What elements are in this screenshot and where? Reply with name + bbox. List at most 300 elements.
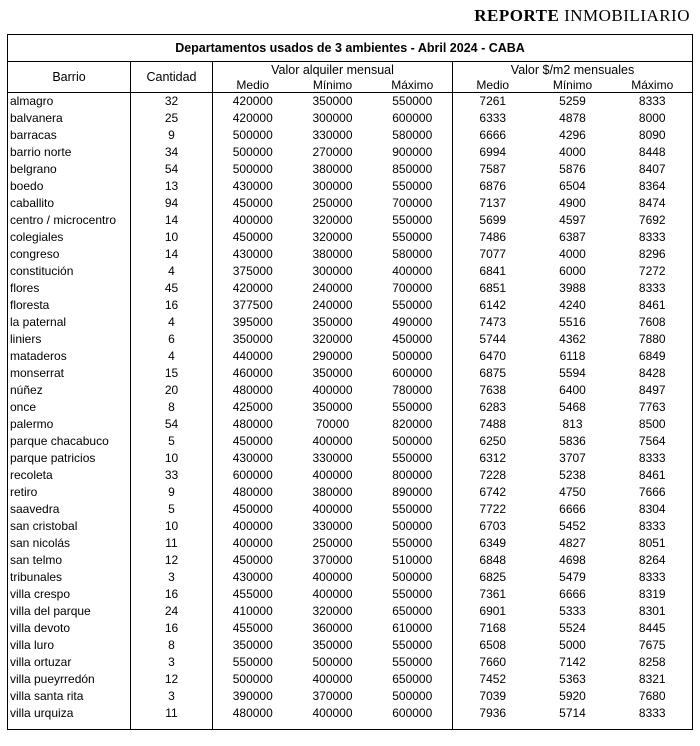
cell-alquiler-minimo: 370000 bbox=[312, 689, 353, 703]
cell-cantidad: 5 bbox=[131, 433, 213, 450]
cell-alquiler-medio: 420000 bbox=[232, 281, 273, 295]
cell-cantidad: 10 bbox=[131, 229, 213, 246]
cell-alquiler-minimo: 330000 bbox=[312, 519, 353, 533]
cell-m2-minimo: 5594 bbox=[559, 366, 586, 380]
cell-m2-maximo: 8304 bbox=[613, 501, 693, 518]
table-row bbox=[8, 586, 693, 603]
cell-alquiler-minimo: 320000 bbox=[312, 230, 353, 244]
cell-barrio: barracas bbox=[8, 127, 131, 144]
table-row bbox=[8, 161, 693, 178]
cell-barrio: parque patricios bbox=[8, 450, 131, 467]
cell-m2-maximo: 8445 bbox=[613, 620, 693, 637]
cell-m2-minimo: 3988 bbox=[559, 281, 586, 295]
cell-alquiler-medio: 430000 bbox=[232, 451, 273, 465]
cell-alquiler-medio: 430000 bbox=[232, 247, 273, 261]
cell-m2-maximo: 8448 bbox=[613, 144, 693, 161]
cell-alquiler-maximo: 550000 bbox=[373, 501, 453, 518]
table-row bbox=[8, 263, 693, 280]
cell-m2-minimo: 5238 bbox=[559, 468, 586, 482]
cell-barrio: liniers bbox=[8, 331, 131, 348]
cell-alquiler-minimo: 270000 bbox=[312, 145, 353, 159]
cell-m2-medio: 7137 bbox=[479, 196, 507, 210]
cell-m2-maximo: 8296 bbox=[613, 246, 693, 263]
table-row bbox=[8, 110, 693, 127]
cell-alquiler-minimo: 330000 bbox=[312, 128, 353, 142]
cell-m2-minimo: 6387 bbox=[559, 230, 586, 244]
cell-alquiler-medio: 420000 bbox=[232, 111, 273, 125]
cell-alquiler-minimo: 400000 bbox=[312, 468, 353, 482]
cell-alquiler-minimo: 400000 bbox=[312, 502, 353, 516]
cell-m2-minimo: 4240 bbox=[559, 298, 586, 312]
header-group-alquiler: Valor alquiler mensual bbox=[213, 62, 453, 79]
cell-m2-maximo: 7880 bbox=[613, 331, 693, 348]
cell-alquiler-minimo: 290000 bbox=[312, 349, 353, 363]
cell-alquiler-medio: 600000 bbox=[232, 468, 273, 482]
cell-m2-minimo: 5920 bbox=[559, 689, 586, 703]
header-alquiler-minimo: Mínimo bbox=[293, 78, 373, 93]
cell-alquiler-minimo: 240000 bbox=[312, 298, 353, 312]
table-row bbox=[8, 331, 693, 348]
cell-m2-maximo: 8301 bbox=[613, 603, 693, 620]
cell-alquiler-maximo: 450000 bbox=[373, 331, 453, 348]
cell-m2-medio: 5699 bbox=[479, 213, 507, 227]
cell-cantidad: 24 bbox=[131, 603, 213, 620]
cell-m2-medio: 6250 bbox=[479, 434, 507, 448]
cell-alquiler-medio: 450000 bbox=[232, 434, 273, 448]
cell-alquiler-medio: 500000 bbox=[232, 672, 273, 686]
table-row bbox=[8, 229, 693, 246]
cell-alquiler-medio: 395000 bbox=[232, 315, 273, 329]
cell-alquiler-medio: 480000 bbox=[213, 705, 293, 730]
cell-m2-minimo: 5452 bbox=[559, 519, 586, 533]
cell-m2-medio: 6666 bbox=[479, 128, 507, 142]
cell-alquiler-maximo: 550000 bbox=[373, 178, 453, 195]
brand-bold: REPORTE bbox=[474, 6, 560, 25]
cell-m2-maximo: 7692 bbox=[613, 212, 693, 229]
cell-cantidad: 13 bbox=[131, 178, 213, 195]
cell-m2-medio: 6825 bbox=[479, 570, 507, 584]
cell-m2-maximo: 7272 bbox=[613, 263, 693, 280]
cell-m2-maximo: 8333 bbox=[613, 93, 693, 111]
cell-cantidad: 16 bbox=[131, 297, 213, 314]
cell-barrio: palermo bbox=[8, 416, 131, 433]
cell-m2-maximo: 8500 bbox=[613, 416, 693, 433]
cell-barrio: monserrat bbox=[8, 365, 131, 382]
table-row bbox=[8, 603, 693, 620]
cell-alquiler-maximo: 700000 bbox=[373, 195, 453, 212]
cell-m2-minimo: 813 bbox=[562, 417, 583, 431]
cell-alquiler-maximo: 550000 bbox=[373, 399, 453, 416]
cell-alquiler-medio: 455000 bbox=[232, 621, 273, 635]
cell-m2-maximo: 8497 bbox=[613, 382, 693, 399]
cell-m2-minimo: 4362 bbox=[559, 332, 586, 346]
cell-alquiler-minimo: 350000 bbox=[312, 400, 353, 414]
cell-barrio: villa urquiza bbox=[8, 705, 131, 730]
cell-m2-medio: 7722 bbox=[479, 502, 507, 516]
table-row bbox=[8, 297, 693, 314]
cell-cantidad: 9 bbox=[131, 127, 213, 144]
cell-m2-minimo: 4878 bbox=[559, 111, 586, 125]
cell-m2-maximo: 6849 bbox=[613, 348, 693, 365]
cell-cantidad: 6 bbox=[131, 331, 213, 348]
cell-m2-minimo: 4698 bbox=[559, 553, 586, 567]
cell-cantidad: 4 bbox=[131, 314, 213, 331]
cell-alquiler-medio: 450000 bbox=[232, 553, 273, 567]
cell-alquiler-medio: 425000 bbox=[232, 400, 273, 414]
cell-alquiler-maximo: 600000 bbox=[373, 365, 453, 382]
cell-m2-minimo: 6400 bbox=[559, 383, 586, 397]
cell-m2-medio: 6703 bbox=[479, 519, 507, 533]
cell-m2-maximo: 8474 bbox=[613, 195, 693, 212]
header-group-m2: Valor $/m2 mensuales bbox=[453, 62, 693, 79]
cell-barrio: flores bbox=[8, 280, 131, 297]
cell-alquiler-minimo: 300000 bbox=[312, 111, 353, 125]
cell-m2-medio: 7638 bbox=[479, 383, 507, 397]
cell-alquiler-medio: 430000 bbox=[232, 179, 273, 193]
cell-alquiler-maximo: 600000 bbox=[373, 705, 453, 730]
cell-alquiler-minimo: 240000 bbox=[312, 281, 353, 295]
cell-m2-minimo: 6000 bbox=[559, 264, 586, 278]
cell-alquiler-maximo: 550000 bbox=[373, 450, 453, 467]
cell-alquiler-maximo: 550000 bbox=[373, 654, 453, 671]
cell-m2-maximo: 8258 bbox=[613, 654, 693, 671]
cell-m2-minimo: 5876 bbox=[559, 162, 586, 176]
cell-alquiler-medio: 377500 bbox=[232, 298, 273, 312]
cell-alquiler-medio: 430000 bbox=[232, 570, 273, 584]
table-row bbox=[8, 518, 693, 535]
cell-barrio: retiro bbox=[8, 484, 131, 501]
cell-m2-maximo: 8321 bbox=[613, 671, 693, 688]
cell-m2-medio: 6333 bbox=[479, 111, 507, 125]
cell-barrio: saavedra bbox=[8, 501, 131, 518]
cell-alquiler-medio: 400000 bbox=[232, 519, 273, 533]
table-row bbox=[8, 314, 693, 331]
cell-cantidad: 4 bbox=[131, 263, 213, 280]
cell-alquiler-minimo: 350000 bbox=[312, 366, 353, 380]
cell-m2-medio: 7488 bbox=[479, 417, 507, 431]
cell-m2-maximo: 8333 bbox=[613, 450, 693, 467]
cell-alquiler-medio: 480000 bbox=[232, 417, 273, 431]
cell-alquiler-medio: 500000 bbox=[232, 162, 273, 176]
cell-alquiler-medio: 550000 bbox=[232, 655, 273, 669]
cell-m2-minimo: 6666 bbox=[559, 502, 586, 516]
cell-cantidad: 3 bbox=[131, 569, 213, 586]
cell-m2-medio: 6841 bbox=[479, 264, 507, 278]
header-m2-maximo: Máximo bbox=[613, 78, 693, 93]
cell-alquiler-minimo: 320000 bbox=[312, 332, 353, 346]
cell-alquiler-minimo: 320000 bbox=[312, 604, 353, 618]
cell-m2-minimo: 6666 bbox=[559, 587, 586, 601]
cell-barrio: caballito bbox=[8, 195, 131, 212]
cell-alquiler-maximo: 550000 bbox=[373, 535, 453, 552]
cell-barrio: san nicolás bbox=[8, 535, 131, 552]
cell-m2-maximo: 8364 bbox=[613, 178, 693, 195]
cell-m2-medio: 6283 bbox=[479, 400, 507, 414]
cell-alquiler-minimo: 250000 bbox=[312, 536, 353, 550]
cell-m2-medio: 6876 bbox=[479, 179, 507, 193]
cell-alquiler-minimo: 380000 bbox=[312, 247, 353, 261]
cell-alquiler-medio: 460000 bbox=[232, 366, 273, 380]
cell-m2-medio: 7936 bbox=[453, 705, 533, 730]
cell-m2-minimo: 5524 bbox=[559, 621, 586, 635]
table-row bbox=[8, 93, 693, 111]
cell-alquiler-minimo: 400000 bbox=[312, 587, 353, 601]
cell-m2-maximo: 8090 bbox=[613, 127, 693, 144]
cell-cantidad: 11 bbox=[131, 535, 213, 552]
cell-alquiler-maximo: 610000 bbox=[373, 620, 453, 637]
cell-cantidad: 3 bbox=[131, 654, 213, 671]
table-row bbox=[8, 365, 693, 382]
table-row bbox=[8, 246, 693, 263]
cell-barrio: tribunales bbox=[8, 569, 131, 586]
cell-alquiler-maximo: 550000 bbox=[373, 637, 453, 654]
cell-cantidad: 16 bbox=[131, 586, 213, 603]
cell-m2-maximo: 8407 bbox=[613, 161, 693, 178]
cell-alquiler-minimo: 300000 bbox=[312, 179, 353, 193]
cell-alquiler-minimo: 330000 bbox=[312, 451, 353, 465]
cell-alquiler-maximo: 600000 bbox=[373, 110, 453, 127]
cell-alquiler-maximo: 820000 bbox=[373, 416, 453, 433]
cell-m2-medio: 6901 bbox=[479, 604, 507, 618]
cell-alquiler-maximo: 850000 bbox=[373, 161, 453, 178]
cell-m2-medio: 7361 bbox=[479, 587, 507, 601]
cell-alquiler-maximo: 650000 bbox=[373, 603, 453, 620]
cell-barrio: san telmo bbox=[8, 552, 131, 569]
cell-cantidad: 10 bbox=[131, 450, 213, 467]
cell-alquiler-medio: 480000 bbox=[232, 485, 273, 499]
cell-m2-medio: 7228 bbox=[479, 468, 507, 482]
header-m2-medio: Medio bbox=[453, 78, 533, 93]
cell-alquiler-medio: 450000 bbox=[232, 196, 273, 210]
table-row bbox=[8, 705, 693, 730]
cell-alquiler-maximo: 550000 bbox=[373, 229, 453, 246]
header-alquiler-maximo: Máximo bbox=[373, 78, 453, 93]
cell-m2-medio: 6470 bbox=[479, 349, 507, 363]
cell-m2-medio: 6875 bbox=[479, 366, 507, 380]
cell-cantidad: 3 bbox=[131, 688, 213, 705]
cell-m2-minimo: 5479 bbox=[559, 570, 586, 584]
cell-barrio: villa del parque bbox=[8, 603, 131, 620]
cell-m2-maximo: 7680 bbox=[613, 688, 693, 705]
header-alquiler-medio: Medio bbox=[213, 78, 293, 93]
cell-m2-minimo: 4597 bbox=[559, 213, 586, 227]
header-m2-minimo: Mínimo bbox=[533, 78, 613, 93]
table-row bbox=[8, 348, 693, 365]
rental-table bbox=[7, 34, 693, 730]
cell-alquiler-minimo: 320000 bbox=[312, 213, 353, 227]
cell-barrio: balvanera bbox=[8, 110, 131, 127]
cell-m2-maximo: 8000 bbox=[613, 110, 693, 127]
cell-alquiler-maximo: 500000 bbox=[373, 518, 453, 535]
cell-m2-medio: 7486 bbox=[479, 230, 507, 244]
cell-m2-minimo: 4296 bbox=[559, 128, 586, 142]
cell-alquiler-medio: 500000 bbox=[232, 145, 273, 159]
cell-cantidad: 15 bbox=[131, 365, 213, 382]
cell-cantidad: 14 bbox=[131, 212, 213, 229]
table-row bbox=[8, 552, 693, 569]
cell-alquiler-minimo: 250000 bbox=[312, 196, 353, 210]
cell-barrio: constitución bbox=[8, 263, 131, 280]
table-row bbox=[8, 178, 693, 195]
cell-cantidad: 4 bbox=[131, 348, 213, 365]
cell-m2-medio: 6312 bbox=[479, 451, 507, 465]
cell-alquiler-maximo: 490000 bbox=[373, 314, 453, 331]
cell-m2-maximo: 8461 bbox=[613, 297, 693, 314]
cell-cantidad: 32 bbox=[131, 93, 213, 111]
cell-cantidad: 12 bbox=[131, 671, 213, 688]
cell-m2-maximo: 7666 bbox=[613, 484, 693, 501]
cell-alquiler-minimo: 400000 bbox=[312, 383, 353, 397]
cell-m2-maximo: 7608 bbox=[613, 314, 693, 331]
cell-cantidad: 10 bbox=[131, 518, 213, 535]
cell-m2-minimo: 4000 bbox=[559, 145, 586, 159]
table-row bbox=[8, 280, 693, 297]
cell-m2-medio: 6851 bbox=[479, 281, 507, 295]
cell-alquiler-maximo: 700000 bbox=[373, 280, 453, 297]
cell-cantidad: 45 bbox=[131, 280, 213, 297]
cell-alquiler-minimo: 380000 bbox=[312, 485, 353, 499]
cell-barrio: colegiales bbox=[8, 229, 131, 246]
cell-alquiler-medio: 455000 bbox=[232, 587, 273, 601]
cell-m2-maximo: 8333 bbox=[613, 705, 693, 730]
cell-alquiler-maximo: 510000 bbox=[373, 552, 453, 569]
cell-alquiler-minimo: 400000 bbox=[312, 672, 353, 686]
table-row bbox=[8, 399, 693, 416]
cell-cantidad: 8 bbox=[131, 637, 213, 654]
cell-m2-medio: 7168 bbox=[479, 621, 507, 635]
cell-barrio: villa ortuzar bbox=[8, 654, 131, 671]
cell-m2-minimo: 5714 bbox=[533, 705, 613, 730]
cell-m2-minimo: 5516 bbox=[559, 315, 586, 329]
table-row bbox=[8, 127, 693, 144]
cell-m2-medio: 5744 bbox=[479, 332, 507, 346]
cell-m2-minimo: 5836 bbox=[559, 434, 586, 448]
cell-m2-medio: 7473 bbox=[479, 315, 507, 329]
cell-m2-minimo: 3707 bbox=[559, 451, 586, 465]
cell-m2-minimo: 5363 bbox=[559, 672, 586, 686]
cell-m2-maximo: 8428 bbox=[613, 365, 693, 382]
cell-m2-maximo: 8319 bbox=[613, 586, 693, 603]
cell-m2-maximo: 7675 bbox=[613, 637, 693, 654]
table-row bbox=[8, 535, 693, 552]
cell-alquiler-minimo: 300000 bbox=[312, 264, 353, 278]
cell-alquiler-medio: 440000 bbox=[232, 349, 273, 363]
cell-m2-maximo: 7763 bbox=[613, 399, 693, 416]
cell-m2-medio: 7660 bbox=[479, 655, 507, 669]
cell-barrio: villa devoto bbox=[8, 620, 131, 637]
cell-m2-medio: 6994 bbox=[479, 145, 507, 159]
table-title: Departamentos usados de 3 ambientes - Abril 2024 - CABA bbox=[8, 35, 693, 62]
cell-alquiler-medio: 400000 bbox=[232, 536, 273, 550]
cell-m2-medio: 6142 bbox=[479, 298, 507, 312]
cell-m2-maximo: 8461 bbox=[613, 467, 693, 484]
cell-alquiler-minimo: 380000 bbox=[312, 162, 353, 176]
cell-alquiler-maximo: 580000 bbox=[373, 246, 453, 263]
cell-alquiler-maximo: 800000 bbox=[373, 467, 453, 484]
cell-alquiler-maximo: 500000 bbox=[373, 348, 453, 365]
cell-barrio: núñez bbox=[8, 382, 131, 399]
cell-m2-minimo: 5333 bbox=[559, 604, 586, 618]
cell-alquiler-medio: 500000 bbox=[232, 128, 273, 142]
cell-m2-minimo: 5468 bbox=[559, 400, 586, 414]
cell-cantidad: 8 bbox=[131, 399, 213, 416]
header-cantidad: Cantidad bbox=[131, 62, 213, 93]
cell-m2-maximo: 8333 bbox=[613, 569, 693, 586]
cell-m2-medio: 7587 bbox=[479, 162, 507, 176]
cell-barrio: almagro bbox=[8, 93, 131, 111]
cell-m2-medio: 6349 bbox=[479, 536, 507, 550]
cell-alquiler-maximo: 500000 bbox=[373, 433, 453, 450]
table-row bbox=[8, 501, 693, 518]
table-row bbox=[8, 484, 693, 501]
cell-barrio: parque chacabuco bbox=[8, 433, 131, 450]
cell-cantidad: 54 bbox=[131, 161, 213, 178]
table-row bbox=[8, 416, 693, 433]
cell-alquiler-minimo: 70000 bbox=[315, 417, 350, 431]
cell-barrio: barrio norte bbox=[8, 144, 131, 161]
cell-alquiler-minimo: 350000 bbox=[312, 94, 353, 108]
cell-alquiler-maximo: 890000 bbox=[373, 484, 453, 501]
cell-alquiler-minimo: 400000 bbox=[312, 570, 353, 584]
table-row bbox=[8, 212, 693, 229]
cell-cantidad: 12 bbox=[131, 552, 213, 569]
cell-m2-minimo: 6504 bbox=[559, 179, 586, 193]
cell-alquiler-minimo: 400000 bbox=[293, 705, 373, 730]
cell-alquiler-maximo: 550000 bbox=[373, 93, 453, 111]
table-row bbox=[8, 433, 693, 450]
cell-cantidad: 33 bbox=[131, 467, 213, 484]
cell-alquiler-maximo: 900000 bbox=[373, 144, 453, 161]
cell-cantidad: 14 bbox=[131, 246, 213, 263]
cell-alquiler-maximo: 500000 bbox=[373, 688, 453, 705]
cell-alquiler-maximo: 780000 bbox=[373, 382, 453, 399]
cell-m2-maximo: 8333 bbox=[613, 229, 693, 246]
cell-barrio: centro / microcentro bbox=[8, 212, 131, 229]
cell-m2-minimo: 4000 bbox=[559, 247, 586, 261]
cell-cantidad: 94 bbox=[131, 195, 213, 212]
brand-regular: INMOBILIARIO bbox=[564, 6, 690, 25]
table-row bbox=[8, 382, 693, 399]
brand-logo bbox=[474, 6, 690, 26]
cell-m2-medio: 6848 bbox=[479, 553, 507, 567]
cell-alquiler-maximo: 580000 bbox=[373, 127, 453, 144]
cell-alquiler-maximo: 400000 bbox=[373, 263, 453, 280]
cell-alquiler-maximo: 550000 bbox=[373, 212, 453, 229]
cell-barrio: villa luro bbox=[8, 637, 131, 654]
cell-alquiler-medio: 350000 bbox=[232, 332, 273, 346]
cell-alquiler-maximo: 500000 bbox=[373, 569, 453, 586]
cell-m2-maximo: 8333 bbox=[613, 518, 693, 535]
cell-cantidad: 11 bbox=[131, 705, 213, 730]
cell-alquiler-minimo: 350000 bbox=[312, 638, 353, 652]
cell-m2-maximo: 7564 bbox=[613, 433, 693, 450]
cell-cantidad: 9 bbox=[131, 484, 213, 501]
cell-cantidad: 25 bbox=[131, 110, 213, 127]
cell-alquiler-minimo: 360000 bbox=[312, 621, 353, 635]
cell-alquiler-medio: 420000 bbox=[232, 94, 273, 108]
cell-alquiler-medio: 480000 bbox=[232, 383, 273, 397]
cell-m2-medio: 7039 bbox=[479, 689, 507, 703]
cell-m2-medio: 7452 bbox=[479, 672, 507, 686]
cell-barrio: san cristobal bbox=[8, 518, 131, 535]
cell-alquiler-minimo: 500000 bbox=[312, 655, 353, 669]
cell-m2-minimo: 7142 bbox=[559, 655, 586, 669]
table-row bbox=[8, 450, 693, 467]
cell-barrio: boedo bbox=[8, 178, 131, 195]
table-row bbox=[8, 569, 693, 586]
cell-m2-minimo: 4750 bbox=[559, 485, 586, 499]
table-row bbox=[8, 195, 693, 212]
